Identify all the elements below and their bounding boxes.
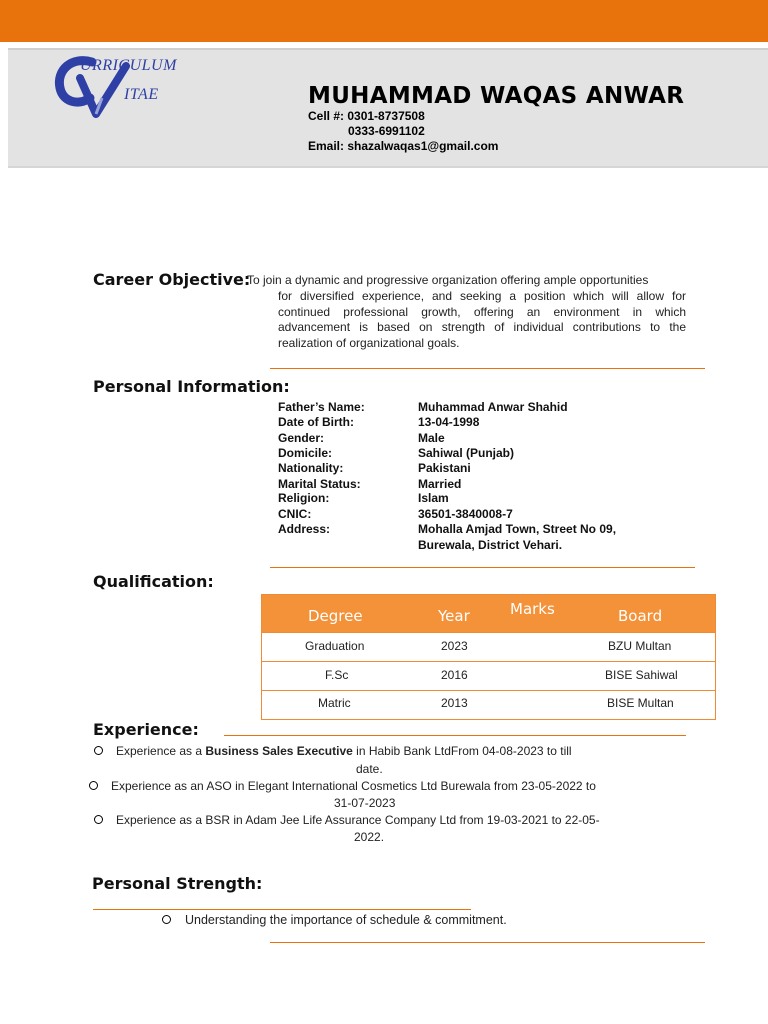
pi-label-marital-status: Marital Status:	[278, 477, 361, 491]
candidate-name: MUHAMMAD WAQAS ANWAR	[308, 83, 685, 109]
experience-item-3: Experience as a BSR in Adam Jee Life Assurance Company Ltd from 19-03-2021 to 22-05-	[116, 813, 600, 827]
bullet-icon	[89, 781, 98, 790]
pi-value-gender: Male	[418, 431, 445, 445]
experience-title: Experience:	[93, 720, 199, 739]
divider-strength-bottom	[270, 942, 705, 943]
table-row	[262, 690, 715, 719]
bullet-icon	[94, 746, 103, 755]
qualification-title: Qualification:	[93, 572, 214, 591]
email-address: shazalwaqas1@gmail.com	[347, 139, 499, 153]
experience-item-1-line2: date.	[356, 762, 383, 776]
experience-item-1-role: Business Sales Executive	[205, 744, 353, 758]
pi-value-nationality: Pakistani	[418, 461, 471, 475]
pi-label-address: Address:	[278, 522, 331, 536]
cell-year: 2016	[441, 668, 468, 682]
personal-strength-title: Personal Strength:	[92, 874, 263, 893]
cell-year: 2013	[441, 696, 468, 710]
pi-label-domicile: Domicile:	[278, 446, 333, 460]
pi-label-fathers-name: Father’s Name:	[278, 400, 365, 414]
cell-degree: Matric	[318, 696, 351, 710]
header-board: Board	[618, 607, 663, 625]
qualification-table-header	[262, 595, 715, 632]
pi-label-gender: Gender:	[278, 431, 325, 445]
experience-item-2: Experience as an ASO in Elegant International Cosmetics Ltd Burewala from 23-05-2022 to	[111, 779, 596, 793]
personal-info-title: Personal Information:	[93, 377, 290, 396]
experience-item-2-line2: 31-07-2023	[334, 796, 396, 810]
experience-item-1-pre: Experience as a	[116, 744, 206, 758]
pi-value-marital-status: Married	[418, 477, 462, 491]
logo-text-line2: ITAE	[124, 86, 159, 103]
pi-value-religion: Islam	[418, 491, 449, 505]
table-row	[262, 661, 715, 690]
experience-item-1-post: in Habib Bank LtdFrom 04-08-2023 to till	[352, 744, 572, 758]
qualification-table	[261, 594, 716, 720]
pi-label-dob: Date of Birth:	[278, 415, 354, 429]
career-objective-title: Career Objective:	[93, 270, 251, 289]
bullet-icon	[94, 815, 103, 824]
divider-career	[270, 368, 705, 369]
bullet-icon	[162, 915, 171, 924]
pi-label-religion: Religion:	[278, 491, 330, 505]
divider-personal	[270, 567, 695, 568]
table-row	[262, 632, 715, 661]
top-accent-bar	[0, 0, 768, 42]
pi-value-dob: 13-04-1998	[418, 415, 480, 429]
pi-value-cnic: 36501-3840008-7	[418, 507, 513, 521]
cell-number-1: 0301-8737508	[347, 109, 425, 123]
cell-board: BISE Multan	[607, 696, 674, 710]
pi-value-address: Mohalla Amjad Town, Street No 09,	[418, 522, 617, 536]
header-marks: Marks	[510, 600, 555, 618]
cell-degree: F.Sc	[325, 668, 349, 682]
career-objective-text: for diversified experience, and seeking a position which will allow for continued professional growth, offering an environment in which advancement is based on strength of individual contributions to the realization of organizational goals.	[278, 289, 686, 350]
experience-item-3-line2: 2022.	[354, 830, 385, 844]
contact-cell-1	[308, 109, 425, 123]
pi-value-address-line2: Burewala, District Vehari.	[418, 538, 563, 552]
header-year: Year	[438, 607, 470, 625]
cell-board: BZU Multan	[608, 639, 672, 653]
divider-strength-top	[93, 909, 471, 910]
cell-number-2: 0333-6991102	[348, 124, 425, 138]
cv-logo	[52, 52, 242, 122]
pi-value-domicile: Sahiwal (Punjab)	[418, 446, 515, 460]
divider-experience	[224, 735, 686, 736]
cell-board: BISE Sahiwal	[605, 668, 678, 682]
pi-value-fathers-name: Muhammad Anwar Shahid	[418, 400, 568, 414]
email-label: Email:	[308, 139, 345, 153]
strength-item-1: Understanding the importance of schedule & commitment.	[185, 913, 507, 927]
cell-degree: Graduation	[305, 639, 365, 653]
pi-label-cnic: CNIC:	[278, 507, 312, 521]
career-objective-first-line: To join a dynamic and progressive organization offering ample opportunities	[247, 273, 649, 287]
header-degree: Degree	[308, 607, 363, 625]
cell-year: 2023	[441, 639, 468, 653]
pi-label-nationality: Nationality:	[278, 461, 344, 475]
logo-text-line1: URRICULUM	[80, 57, 177, 74]
experience-item-1	[116, 744, 572, 759]
cell-label: Cell #:	[308, 109, 345, 123]
contact-email	[308, 139, 498, 153]
